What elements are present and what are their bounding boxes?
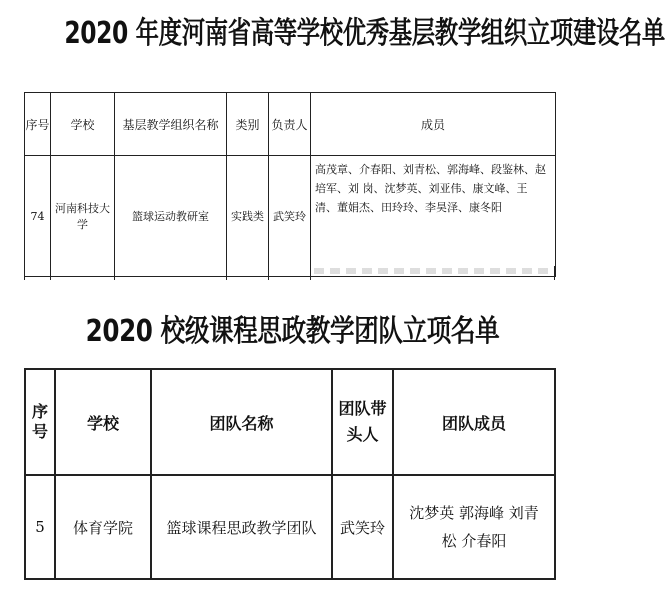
header-school: 学校 [51,93,115,156]
cell-org-name: 篮球运动教研室 [115,156,227,277]
table-header-row [25,369,555,475]
header-index: 序号 [25,93,51,156]
header-members: 成员 [311,93,556,156]
table-row [25,475,555,579]
cell-index: 74 [25,156,51,277]
cell-school: 体育学院 [55,475,151,579]
document-title-2: 2020 校级课程思政教学团队立项名单 [85,314,500,349]
document-title-1: 2020 年度河南省高等学校优秀基层教学组织立项建设名单 [64,16,665,51]
cell-members: 高茂章、介春阳、刘青松、郭海峰、段鉴林、赵培军、刘 岗、沈梦英、刘亚伟、康文峰、王 清、董娟杰、田玲玲、李昊泽、康冬阳 [311,156,556,277]
header-team-members: 团队成员 [393,369,555,475]
table-row [25,156,556,277]
table-header-row [25,93,556,156]
header-team-name: 团队名称 [151,369,332,475]
cell-team-name: 篮球课程思政教学团队 [151,475,332,579]
header-category: 类别 [227,93,269,156]
header-team-leader: 团队带头人 [332,369,393,475]
cell-index: 5 [25,475,55,579]
header-school: 学校 [55,369,151,475]
header-leader: 负责人 [269,93,311,156]
school-list-table [24,368,556,580]
cell-members: 沈梦英 郭海峰 刘青松 介春阳 [393,475,555,579]
cell-leader: 武笑玲 [332,475,393,579]
cropped-next-row [24,266,555,280]
cell-leader: 武笑玲 [269,156,311,277]
provincial-list-table [24,92,556,277]
cell-school: 河南科技大学 [51,156,115,277]
cell-category: 实践类 [227,156,269,277]
header-index: 序号 [25,369,55,475]
header-org-name: 基层教学组织名称 [115,93,227,156]
